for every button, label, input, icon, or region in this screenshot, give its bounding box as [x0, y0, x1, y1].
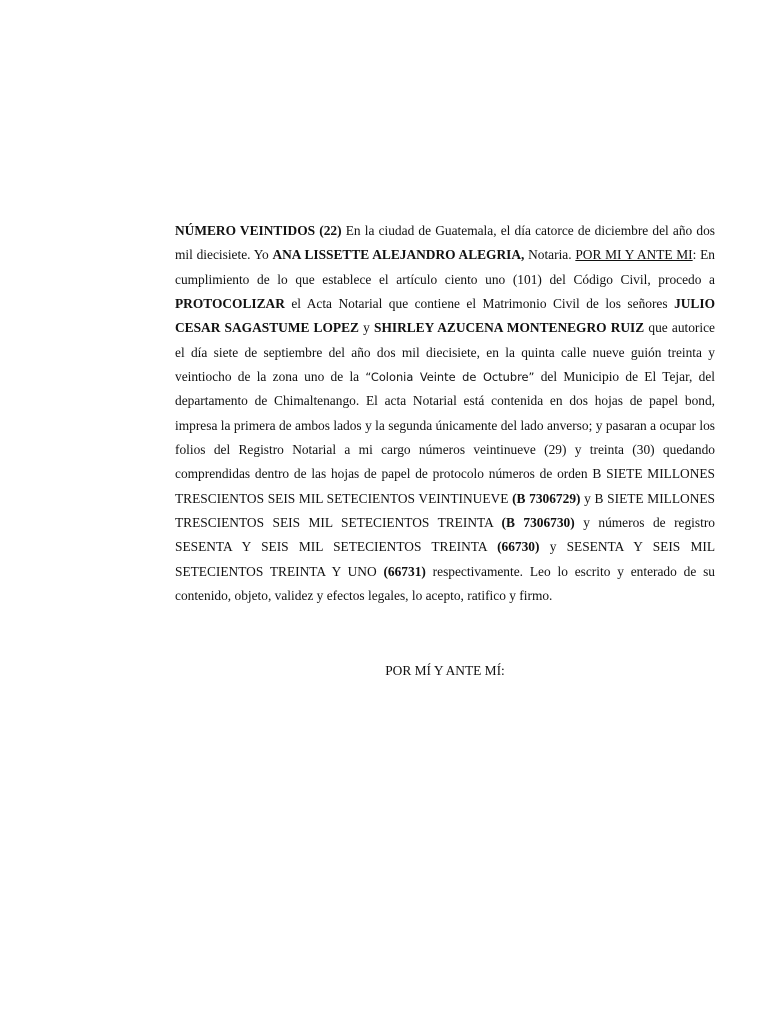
- act-text-segment: del Municipio de El Tejar, del departamento de Chimaltenango. El acta Notarial está contenida en dos hojas de papel bond, impresa la primera de ambos lados y la segunda únicamente del lado anverso; y pasaran a ocupar los folios del Registro Notarial a mi cargo números veintinueve (29) y treinta (30) quedando comprendidas dentro de las hojas de papel de protocolo números de orden B SIETE MILLONES TRESCIENTOS SEIS MIL SETECIENTOS VEINTINUEVE: [175, 369, 715, 506]
- por-mi-y-ante-mi-heading: POR MI Y ANTE MI: [575, 247, 693, 263]
- colonia-name: “Colonia Veinte de Octubre”: [365, 370, 535, 385]
- notarial-act-paragraph: [175, 219, 715, 609]
- act-text-segment: Notaria.: [524, 247, 576, 263]
- act-text-segment: : En cumplimiento de lo que establece el artículo ciento uno (101) del Código Civil, procedo a: [175, 247, 715, 287]
- closing-formula: POR MÍ Y ANTE MÍ:: [385, 663, 505, 678]
- act-text-segment: y números de registro SESENTA Y SEIS MIL SETECIENTOS TREINTA: [175, 515, 715, 555]
- notary-name: ANA LISSETTE ALEJANDRO ALEGRIA,: [272, 247, 525, 263]
- act-text-segment: que autorice el día siete de septiembre del año dos mil diecisiete, en la quinta calle nueve guión treinta y veintiocho de la zona uno de la: [175, 320, 715, 385]
- protocol-sheet-number-1: (B 7306729): [512, 490, 581, 506]
- act-text-segment: el Acta Notarial que contiene el Matrimonio Civil de los señores: [284, 296, 675, 312]
- act-text-segment: y: [358, 320, 374, 336]
- protocol-sheet-number-2: (B 7306730): [501, 515, 575, 531]
- protocolizar-keyword: PROTOCOLIZAR: [175, 296, 285, 312]
- registry-number-2: (66731): [383, 563, 426, 579]
- act-text-segment: y SESENTA Y SEIS MIL SETECIENTOS TREINTA Y UNO: [175, 539, 715, 579]
- act-text-segment: En la ciudad de Guatemala, el día catorce de diciembre del año dos mil diecisiete. Yo: [175, 223, 715, 263]
- act-number: NÚMERO VEINTIDOS (22): [175, 223, 342, 238]
- act-text-segment: respectivamente. Leo lo escrito y enterado de su contenido, objeto, validez y efectos legales, lo acepto, ratifico y firmo.: [175, 563, 715, 604]
- spouse-name-1: JULIO CESAR SAGASTUME LOPEZ: [175, 296, 715, 336]
- registry-number-1: (66730): [497, 539, 540, 555]
- spouse-name-2: SHIRLEY AZUCENA MONTENEGRO RUIZ: [374, 320, 645, 336]
- act-text-segment: y B SIETE MILLONES TRESCIENTOS SEIS MIL SETECIENTOS TREINTA: [175, 490, 715, 531]
